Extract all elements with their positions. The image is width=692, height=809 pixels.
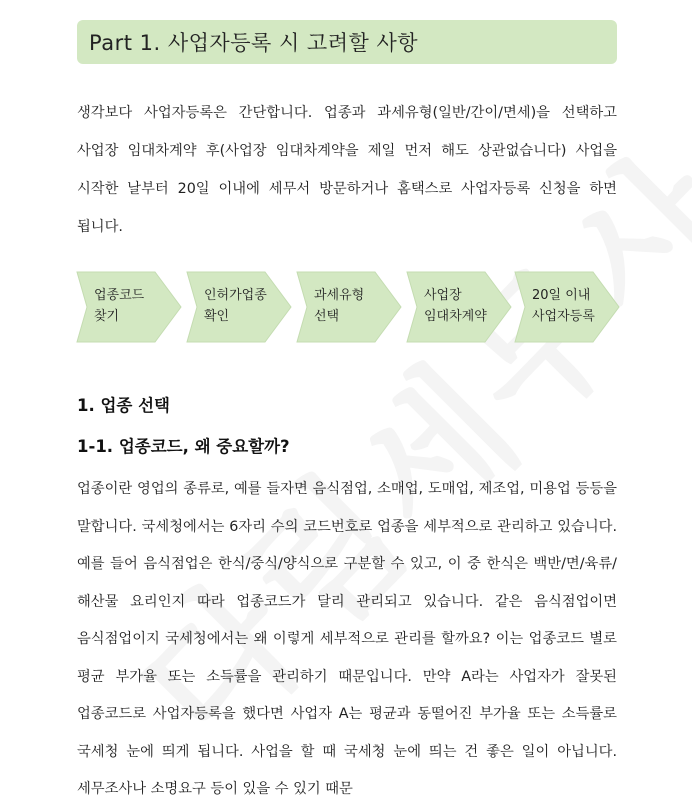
sub-section-heading: 1-1. 업종코드, 왜 중요할까?	[77, 437, 290, 456]
flow-step-1	[77, 272, 181, 342]
process-flow-diagram	[77, 272, 622, 342]
flow-step-4	[407, 272, 511, 342]
flow-step-2	[187, 272, 291, 342]
flow-step-label: 사업장 임대차계약	[424, 288, 487, 324]
part-title: Part 1. 사업자등록 시 고려할 사항	[89, 31, 419, 55]
flow-step-5	[515, 272, 619, 342]
flow-step-label: 과세유형 선택	[314, 288, 365, 324]
flow-step-label: 인허가업종 확인	[204, 288, 267, 324]
flow-step-3	[297, 272, 401, 342]
flow-step-label: 20일 이내 사업자등록	[532, 288, 595, 324]
section-body-paragraph: 업종이란 영업의 종류로, 예를 들자면 음식점업, 소매업, 도매업, 제조업, 미용업 등등을 말합니다. 국세청에서는 6자리 수의 코드번호로 업종을 세부적으로 관리하고 있습니다. 예를 들어 음식점업은 한식/중식/양식으로 구분할 수 있고, 이 중 한식은 백반/면/육류/해산물 요리인지 따라 업종코드가 달리 관리되고 있습니다. 같은 음식점업이면 음식점업이지 국세청에서는 왜 이렇게 세부적으로 관리를 할까요? 이는 업종코드 별로 평균 부가율 또는 소득률을 관리하기 때문입니다. 만약 A라는 사업자가 잘못된 업종코드로 사업자등록을 했다면 사업자 A는 평균과 동떨어진 부가율 또는 소득률로 국세청 눈에 띄게 됩니다. 사업을 할 때 국세청 눈에 띄는 건 좋은 일이 아닙니다. 세무조사나 소명요구 등이 있을 수 있기 때문	[77, 481, 617, 797]
flow-step-label: 업종코드 찾기	[94, 288, 145, 324]
part-title-banner	[77, 20, 617, 64]
section-heading: 1. 업종 선택	[77, 396, 170, 415]
intro-paragraph: 생각보다 사업자등록은 간단합니다. 업종과 과세유형(일반/간이/면세)을 선택하고 사업장 임대차계약 후(사업장 임대차계약을 제일 먼저 해도 상관없습니다) 사업을 시작한 날부터 20일 이내에 세무서 방문하거나 홈택스로 사업자등록 신청을 하면 됩니다.	[77, 105, 617, 235]
